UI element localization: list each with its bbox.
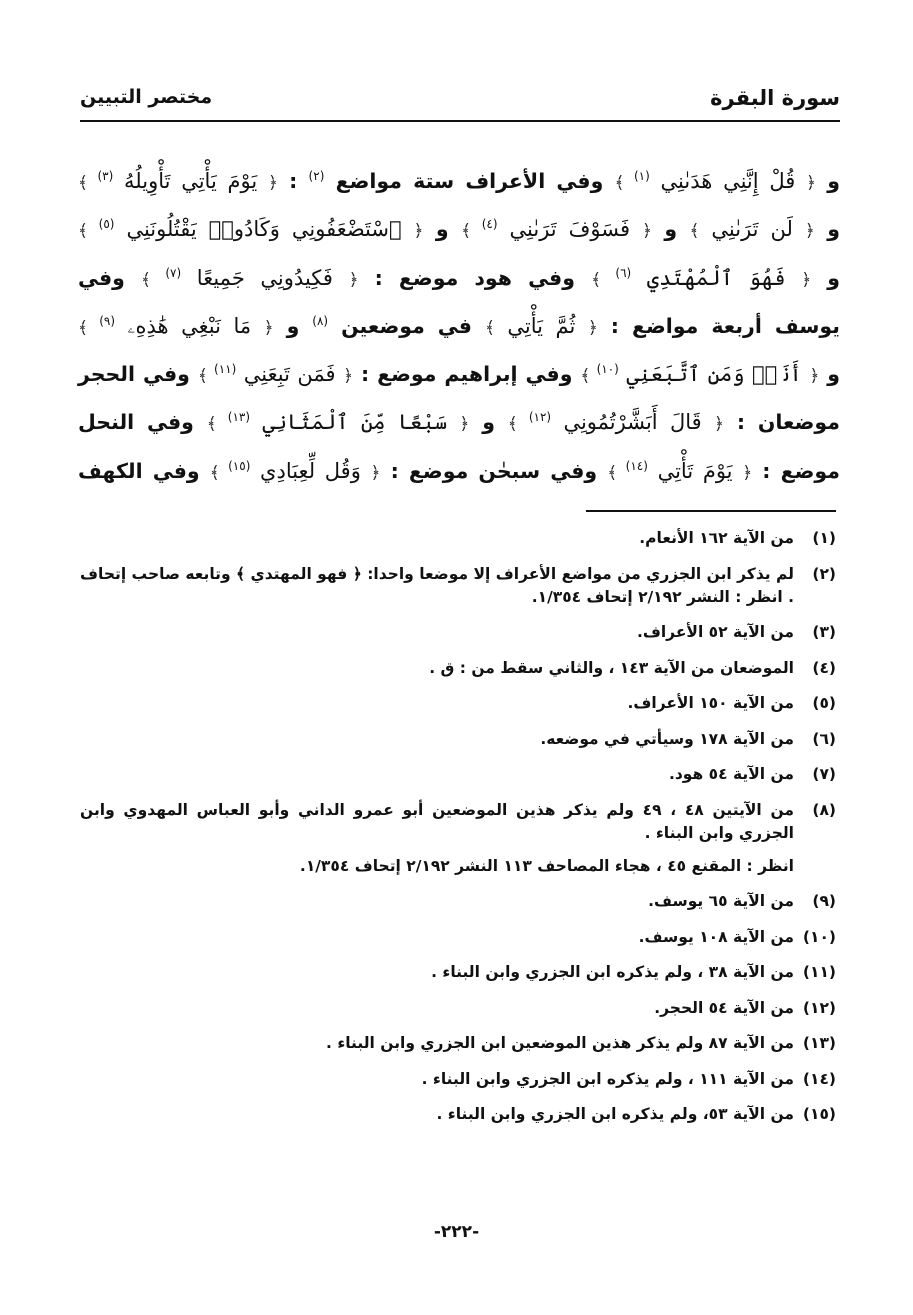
text-segment: يوسف أربعة مواضع : (597, 313, 840, 338)
footnote-number: (٧) (812, 765, 836, 783)
footnote-text: من الآية ٨٧ ولم يذكر هذين الموضعين ابن الجزري وابن البناء . (326, 1034, 794, 1052)
page-number: -٢٢٢- (433, 1222, 480, 1242)
footnote-number: (٦) (812, 729, 836, 748)
footnote-number: (١) (812, 529, 836, 547)
footnote (80, 728, 836, 751)
text-segment: : (277, 168, 309, 193)
footnote (80, 890, 836, 913)
ornate-bracket-icon: ﴿ (459, 414, 470, 435)
footnote-marker: (١٢) (528, 410, 552, 425)
footnote (80, 692, 836, 715)
footnote-marker: (٢) (308, 169, 325, 183)
text-line (78, 393, 840, 441)
footnote (80, 657, 836, 680)
text-segment: موضعان : (724, 410, 840, 435)
footnote-marker: (٨) (312, 313, 329, 328)
quran-verse: لَن تَرَىٰنِي (699, 217, 805, 242)
text-line (78, 200, 840, 248)
footnote-number: (١٠) (802, 927, 836, 946)
footnote (80, 763, 836, 786)
footnote-text: من الآية ١٧٨ وسيأتي في موضعه. (540, 729, 794, 748)
footnote-number: (١٥) (802, 1105, 836, 1123)
ornate-bracket-icon: ﴾ (607, 462, 626, 483)
quran-verse: قُلْ إِنَّنِي هَدَىٰنِي (649, 168, 807, 193)
quran-verse: ثُمَّ يَأْتِي (494, 313, 588, 338)
quran-verse: أَنَا۠ وَمَنِ ٱتَّبَعَنِي (618, 362, 810, 387)
ornate-bracket-icon: ﴾ (689, 221, 700, 242)
ornate-bracket-icon: ﴾ (507, 414, 529, 435)
footnote-marker: (١٥) (228, 458, 251, 473)
footnote-number: (٢) (812, 564, 836, 583)
footnote (80, 1103, 836, 1126)
footnote (80, 961, 836, 984)
page-header (80, 86, 840, 122)
footnote-text: من الآية ١٠٨ يوسف. (638, 927, 794, 946)
footnote-number: (٨) (812, 800, 836, 819)
footnote-marker: (٧) (165, 265, 182, 280)
footnote-marker: (٥) (98, 217, 115, 232)
ornate-bracket-icon: ﴿ (370, 462, 381, 483)
footnote-number: (٤) (812, 658, 836, 677)
ornate-bracket-icon: ﴾ (209, 462, 229, 483)
book-title: مختصر التبيين (80, 86, 213, 108)
footnote (80, 799, 836, 878)
ornate-bracket-icon: ﴿ (641, 221, 652, 242)
footnote-number: (١٤) (802, 1069, 836, 1088)
quran-verse: فَسَوْفَ تَرَىٰنِي (497, 217, 642, 242)
text-segment: وفي (78, 265, 142, 290)
text-line (78, 345, 840, 393)
text-segment: و (423, 217, 462, 242)
footnote (80, 563, 836, 609)
text-segment: وفي الحجر (78, 362, 198, 387)
quran-verse: يَوْمَ تَأْتِي (647, 458, 743, 483)
quran-verse: وَقُل لِّعِبَادِي (250, 458, 371, 483)
text-line (78, 152, 840, 200)
text-segment: و (651, 217, 690, 242)
footnote-marker: (١٠) (596, 362, 619, 377)
ornate-bracket-icon: ﴿ (267, 172, 278, 193)
footnote-marker: (١٣) (227, 410, 251, 425)
text-line (78, 297, 840, 345)
footnote-text: من الآية ٥٤ هود. (668, 765, 794, 783)
ornate-bracket-icon: ﴾ (78, 221, 99, 242)
quran-verse: فَهُوَ ٱلْمُهْتَدِي (631, 265, 802, 290)
footnote-number: (١١) (802, 963, 836, 981)
footnote-number: (٣) (812, 623, 836, 641)
ornate-bracket-icon: ﴿ (809, 366, 820, 387)
ornate-bracket-icon: ﴿ (714, 414, 725, 435)
footnote-text: من الآية ١٥٠ الأعراف. (627, 694, 794, 712)
footnote-text: من الآيتين ٤٨ ، ٤٩ ولم يذكر هذين الموضعين أبو عمرو الداني وأبو العباس المهدوي وابن الجزري وابن البناء . (80, 800, 794, 842)
footnote-text: من الآية ٥٤ الحجر. (654, 998, 794, 1017)
ornate-bracket-icon: ﴾ (78, 317, 100, 338)
footnote-text: من الآية ١١١ ، ولم يذكره ابن الجزري وابن البناء . (421, 1069, 794, 1088)
text-segment: و (814, 217, 840, 242)
quran-verse: ٱسْتَضْعَفُونِي وَكَادُوا۟ يَقْتُلُونَنِي (114, 217, 414, 242)
footnote-number: (٩) (812, 892, 836, 910)
quran-verse: يَوْمَ يَأْتِي تَأْوِيلُهُ (113, 168, 268, 193)
footnote-text: لم يذكر ابن الجزري من مواضع الأعراف إلا موضعا واحدا: ﴿ فهو المهتدي ﴾ وتابعه صاحب إتحاف . انظر : النشر ٢/١٩٢ إتحاف ١/٣٥٤. (80, 564, 794, 606)
text-segment: و (469, 410, 508, 435)
ornate-bracket-icon: ﴾ (591, 269, 616, 290)
surah-title: سورة البقرة (710, 86, 840, 110)
footnote-text: من الآية ٥٢ الأعراف. (636, 623, 794, 641)
text-segment: و (816, 168, 840, 193)
quran-verse: قَالَ أَبَشَّرْتُمُونِي (551, 410, 715, 435)
text-segment: موضع : (752, 458, 840, 483)
ornate-bracket-icon: ﴾ (580, 366, 597, 387)
footnote (80, 997, 836, 1020)
text-segment: وفي الكهف (78, 458, 210, 483)
footnote (80, 1068, 836, 1091)
footnote (80, 621, 836, 644)
ornate-bracket-icon: ﴾ (484, 317, 495, 338)
quran-verse: مَا نَبْغِي هَٰذِهِۦ (115, 313, 264, 338)
text-segment: وفي النحل (78, 410, 207, 435)
ornate-bracket-icon: ﴾ (614, 172, 634, 193)
quran-verse: سَبْعًا مِّنَ ٱلْمَثَانِي (250, 410, 460, 435)
ornate-bracket-icon: ﴿ (413, 221, 424, 242)
footnote-separator (586, 510, 836, 512)
quran-verse: فَكِيدُونِي جَمِيعًا (181, 265, 349, 290)
text-segment: وفي سبحٰن موضع : (380, 458, 608, 483)
footnote-text: من الآية ٥٣، ولم يذكره ابن الجزري وابن البناء . (436, 1105, 794, 1123)
ornate-bracket-icon: ﴿ (804, 221, 815, 242)
ornate-bracket-icon: ﴿ (263, 317, 274, 338)
text-segment: و (273, 313, 313, 338)
ornate-bracket-icon: ﴿ (348, 269, 359, 290)
ornate-bracket-icon: ﴾ (78, 172, 98, 193)
ornate-bracket-icon: ﴿ (806, 172, 817, 193)
footnote-number: (١٢) (802, 998, 836, 1017)
footnote-marker: (٩) (99, 313, 116, 328)
footnote-text: من الآية ٣٨ ، ولم يذكره ابن الجزري وابن البناء . (431, 963, 794, 981)
ornate-bracket-icon: ﴿ (587, 317, 598, 338)
text-segment: وفي الأعراف ستة مواضع (324, 168, 615, 193)
ornate-bracket-icon: ﴾ (197, 366, 215, 387)
text-line (78, 442, 840, 490)
quran-verse: فَمَن تَبِعَنِي (236, 362, 344, 387)
ornate-bracket-icon: ﴿ (742, 462, 753, 483)
footnote-marker: (٦) (615, 265, 632, 280)
footnote-marker: (١) (633, 169, 650, 183)
footnote-text: من الآية ٦٥ يوسف. (648, 892, 794, 910)
footnote-reference: انظر : المقنع ٤٥ ، هجاء المصاحف ١١٣ النشر ٢/١٩٢ إتحاف ١/٣٥٤. (299, 856, 794, 875)
text-segment: وفي إبراهيم موضع : (353, 362, 581, 387)
ornate-bracket-icon: ﴿ (343, 366, 354, 387)
footnote (80, 1032, 836, 1055)
footnotes (80, 527, 836, 1139)
ornate-bracket-icon: ﴾ (461, 221, 482, 242)
footnote-marker: (١١) (214, 362, 237, 377)
text-line (78, 249, 840, 297)
footnote-marker: (٣) (97, 169, 114, 183)
footnote-text: الموضعان من الآية ١٤٣ ، والثاني سقط من : ق . (429, 658, 794, 677)
text-segment: و (811, 265, 841, 290)
main-text (78, 152, 840, 490)
footnote-text: من الآية ١٦٢ الأنعام. (639, 529, 794, 547)
ornate-bracket-icon: ﴿ (801, 269, 812, 290)
ornate-bracket-icon: ﴾ (206, 414, 228, 435)
footnote-marker: (١٤) (625, 458, 648, 473)
ornate-bracket-icon: ﴾ (141, 269, 166, 290)
footnote-number: (٥) (812, 694, 836, 712)
text-segment: وفي هود موضع : (358, 265, 592, 290)
footnote-marker: (٤) (481, 217, 498, 232)
text-segment: في موضعين (328, 313, 485, 338)
footnote (80, 527, 836, 550)
footnote-number: (١٣) (802, 1034, 836, 1052)
text-segment: و (819, 362, 841, 387)
footnote (80, 926, 836, 949)
